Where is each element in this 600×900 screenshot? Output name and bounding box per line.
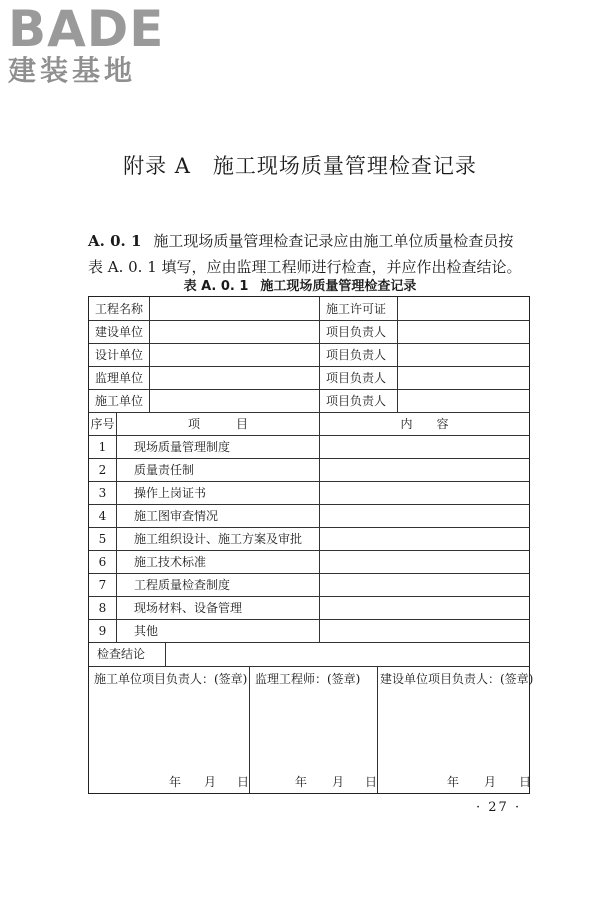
content-header: 内 容 bbox=[400, 417, 449, 431]
date-month-label-2: 月 bbox=[332, 775, 345, 789]
signature-divider-2 bbox=[377, 666, 378, 793]
appendix-label: 附录 A bbox=[123, 154, 191, 178]
item-number: 4 bbox=[98, 509, 107, 523]
supervisor-signature-label: 监理工程师：(签章) bbox=[255, 672, 361, 686]
project-manager-label-3: 项目负责人 bbox=[326, 371, 387, 385]
clause-text-line-2: 表 A. 0. 1 填写，应由监理工程师进行检查，并应作出检查结论。 bbox=[88, 258, 522, 276]
item-label-5: 施工组织设计、施工方案及审批 bbox=[134, 532, 303, 546]
date-year-label-1: 年 bbox=[169, 775, 182, 789]
bade-logo bbox=[8, 0, 178, 88]
date-day-label-1: 日 bbox=[237, 775, 250, 789]
page-number: · 27 · bbox=[476, 800, 522, 815]
header-row-divider bbox=[89, 366, 529, 367]
date-month-label-3: 月 bbox=[484, 775, 497, 789]
owner-signature-label: 建设单位项目负责人：(签章) bbox=[380, 672, 534, 686]
clause-text-line-1: 施工现场质量管理检查记录应由施工单位质量检查员按 bbox=[153, 232, 514, 250]
item-label-7: 工程质量检查制度 bbox=[134, 578, 231, 592]
item-row-divider bbox=[89, 481, 529, 482]
content-column-line bbox=[319, 412, 320, 642]
table-number: 表 A. 0. 1 bbox=[183, 279, 249, 294]
item-row-divider bbox=[89, 573, 529, 574]
date-day-label-3: 日 bbox=[519, 775, 532, 789]
item-row-divider bbox=[89, 550, 529, 551]
clause-number: A. 0. 1 bbox=[88, 232, 142, 250]
date-month-label-1: 月 bbox=[204, 775, 217, 789]
unit-label-2: 设计单位 bbox=[95, 348, 144, 362]
item-number: 6 bbox=[98, 555, 107, 569]
item-number: 1 bbox=[98, 440, 107, 454]
item-label-1: 现场质量管理制度 bbox=[134, 440, 231, 454]
conclusion-row-divider bbox=[89, 666, 529, 667]
conclusion-label: 检查结论 bbox=[97, 647, 146, 661]
item-row-divider bbox=[89, 642, 529, 643]
unit-label-4: 施工单位 bbox=[95, 394, 144, 408]
logo-subtitle: 建装基地 bbox=[8, 54, 137, 87]
header-row-divider bbox=[89, 343, 529, 344]
date-year-label-3: 年 bbox=[447, 775, 460, 789]
item-row-divider bbox=[89, 504, 529, 505]
unit-label-1: 建设单位 bbox=[95, 325, 144, 339]
clause-paragraph bbox=[88, 228, 526, 280]
header-right-label-column-line bbox=[397, 297, 398, 412]
item-label-2: 质量责任制 bbox=[134, 463, 195, 477]
item-row-divider bbox=[89, 596, 529, 597]
date-year-label-2: 年 bbox=[295, 775, 308, 789]
logo-wordmark: BADE bbox=[8, 0, 165, 58]
sequence-column-line bbox=[116, 412, 117, 642]
unit-label-3: 监理单位 bbox=[95, 371, 144, 385]
item-label-3: 操作上岗证书 bbox=[134, 486, 207, 500]
date-day-label-2: 日 bbox=[365, 775, 378, 789]
project-name-label: 工程名称 bbox=[95, 302, 144, 316]
item-label-6: 施工技术标准 bbox=[134, 555, 207, 569]
header-label-column-line bbox=[149, 297, 150, 412]
appendix-title bbox=[0, 150, 600, 180]
item-number: 8 bbox=[98, 601, 107, 615]
item-row-divider bbox=[89, 458, 529, 459]
item-header: 项 目 bbox=[187, 417, 248, 431]
table-caption bbox=[0, 275, 600, 294]
item-label-4: 施工图审查情况 bbox=[134, 509, 219, 523]
sequence-number-header: 序号 bbox=[90, 417, 115, 431]
header-section-divider bbox=[89, 412, 529, 413]
item-number: 2 bbox=[98, 463, 107, 477]
table-caption-text: 施工现场质量管理检查记录 bbox=[260, 279, 417, 294]
project-manager-label-4: 项目负责人 bbox=[326, 394, 387, 408]
item-label-9: 其他 bbox=[134, 624, 159, 638]
project-manager-label-2: 项目负责人 bbox=[326, 348, 387, 362]
item-row-divider bbox=[89, 527, 529, 528]
item-number: 9 bbox=[98, 624, 107, 638]
column-header-divider bbox=[89, 435, 529, 436]
item-row-divider bbox=[89, 619, 529, 620]
inspection-record-table bbox=[88, 296, 534, 794]
item-label-8: 现场材料、设备管理 bbox=[134, 601, 243, 615]
construction-unit-signature-label: 施工单位项目负责人：(签章) bbox=[94, 672, 248, 686]
signature-divider-1 bbox=[249, 666, 250, 793]
appendix-title-text: 施工现场质量管理检查记录 bbox=[212, 154, 477, 178]
header-row-divider bbox=[89, 320, 529, 321]
item-number: 5 bbox=[98, 532, 107, 546]
header-row-divider bbox=[89, 389, 529, 390]
header-middle-column-line bbox=[319, 297, 320, 412]
item-number: 3 bbox=[98, 486, 107, 500]
conclusion-label-column-line bbox=[165, 642, 166, 666]
construction-permit-label: 施工许可证 bbox=[326, 302, 387, 316]
project-manager-label-1: 项目负责人 bbox=[326, 325, 387, 339]
item-number: 7 bbox=[98, 578, 107, 592]
